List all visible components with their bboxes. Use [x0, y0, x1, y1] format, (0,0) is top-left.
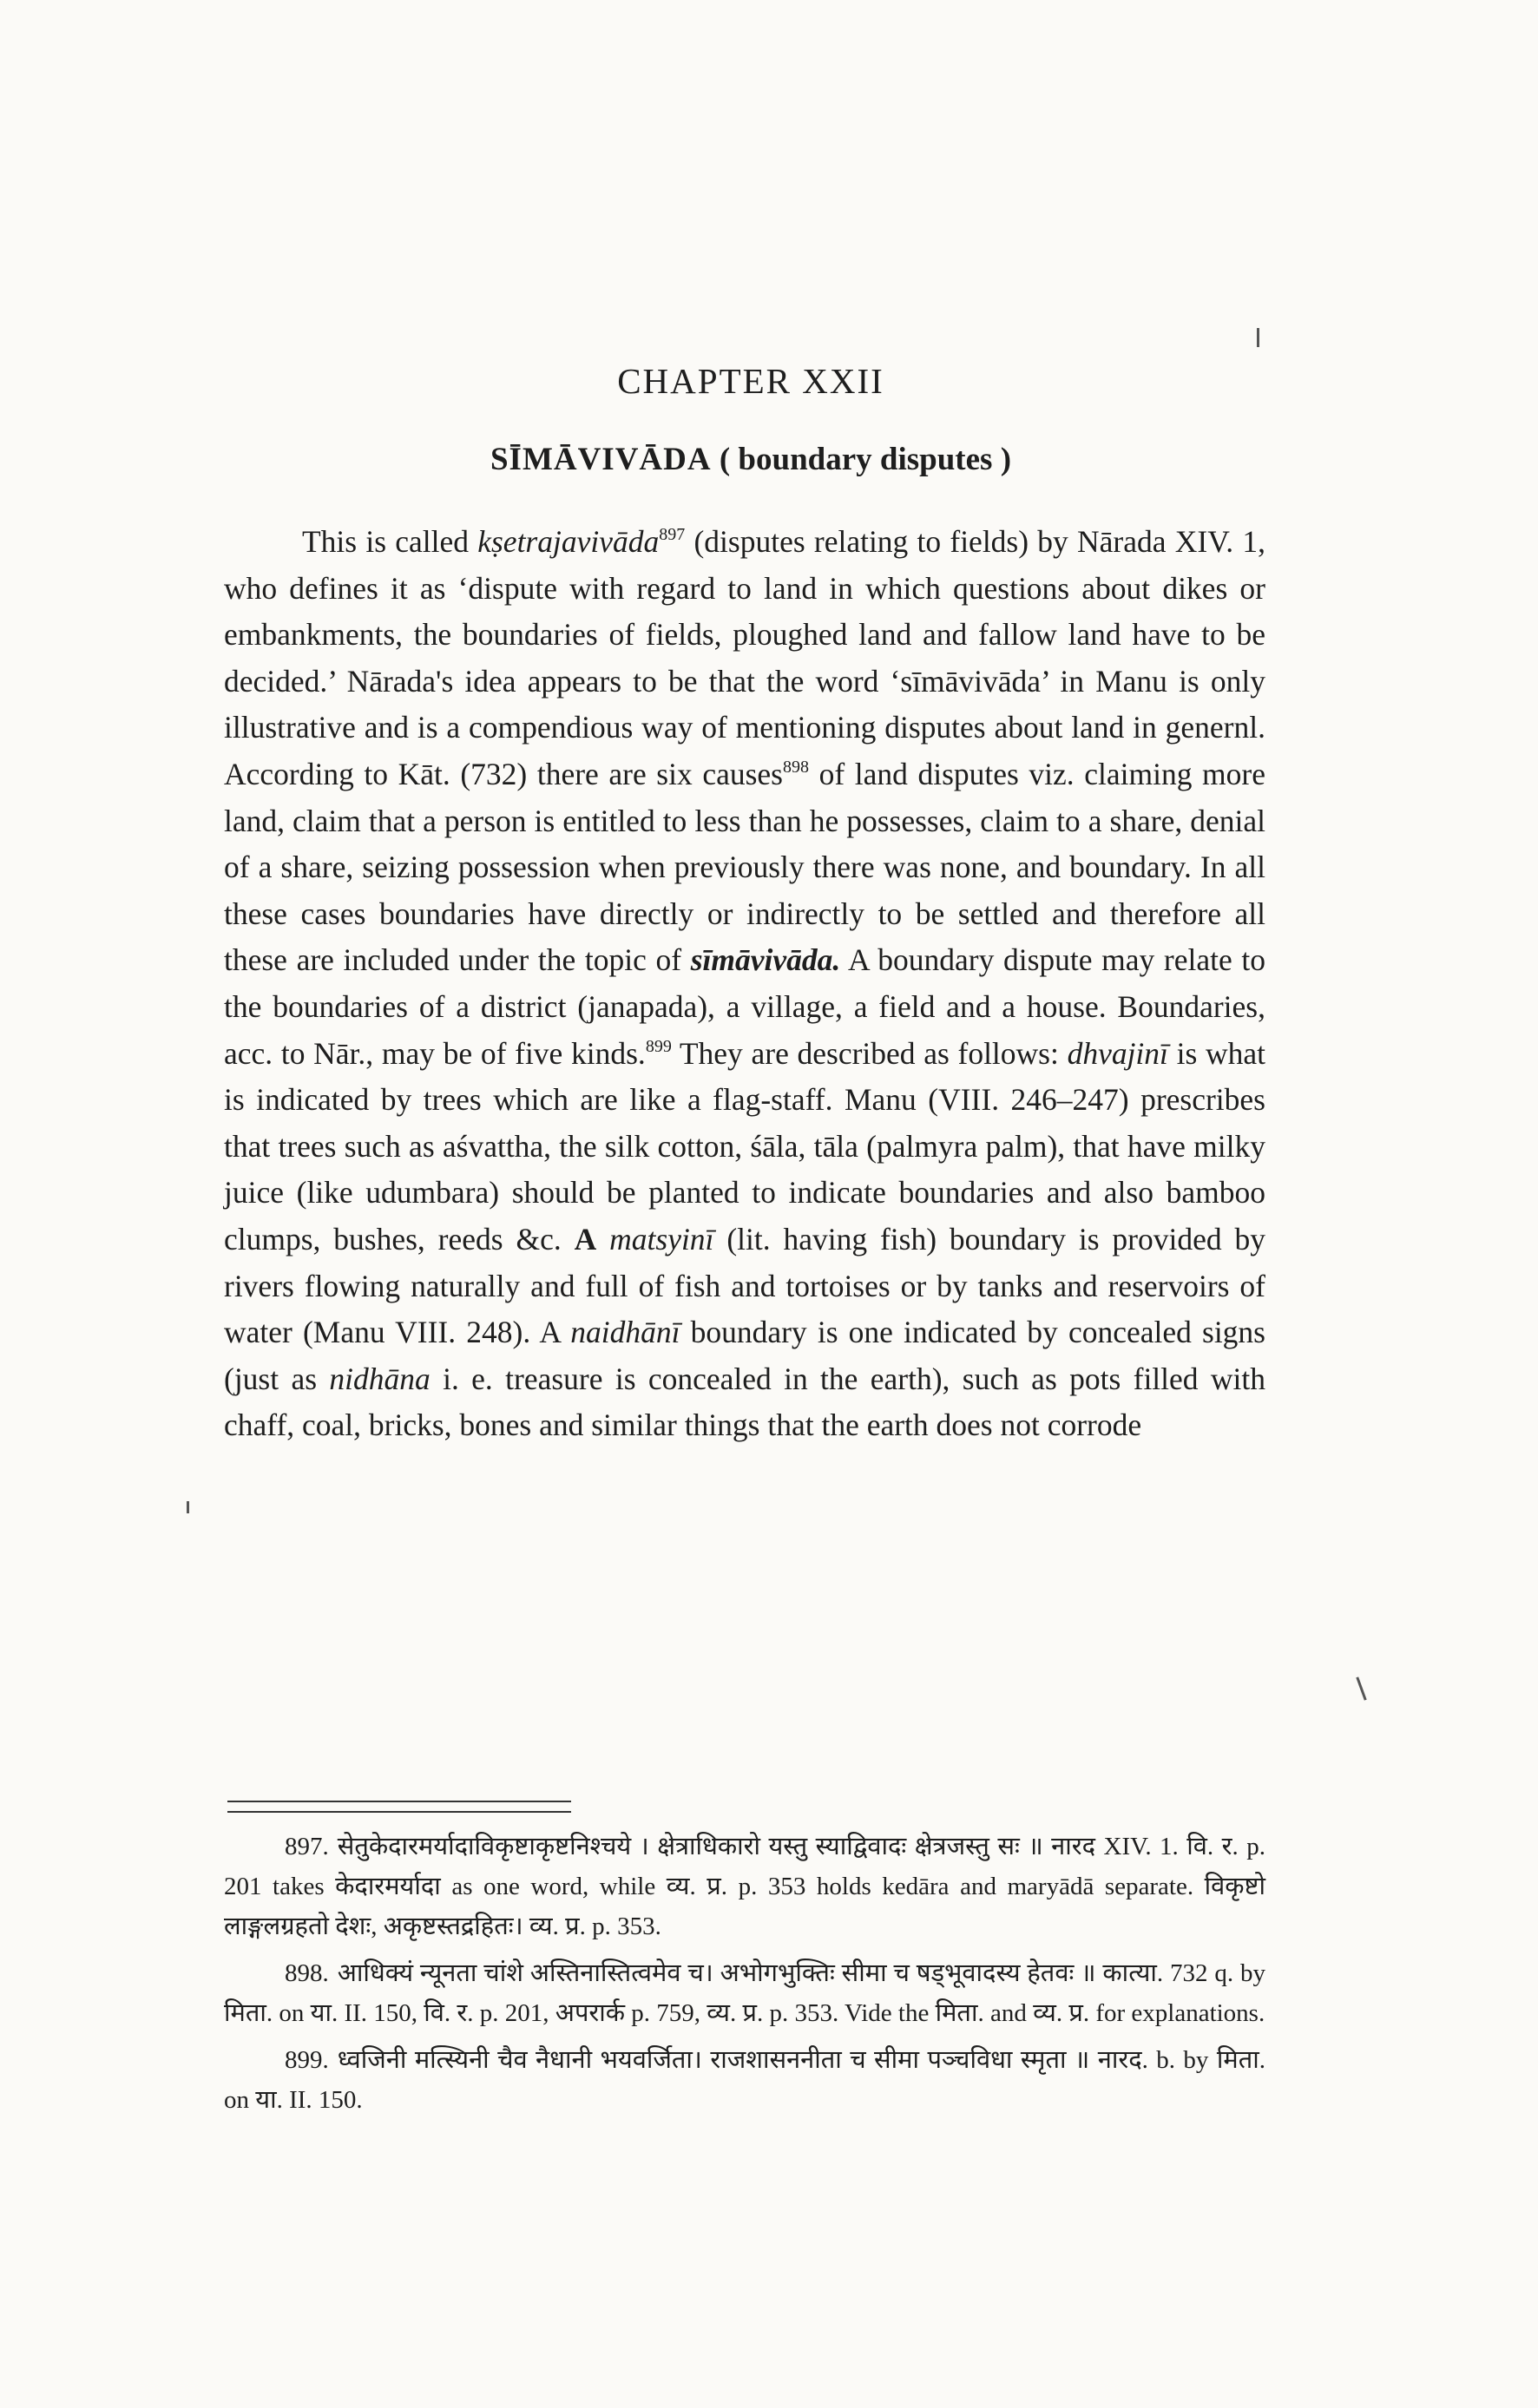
text-run: A boundary dispute may relate to the boundaries of a district (janapada), a village, a field and a house. Boundaries, acc. to Nār., may be of five kinds. — [224, 942, 1265, 1071]
footnote-text: सेतुकेदारमर्यादाविकृष्टाकृष्टनिश्चये । क्षेत्राधिकारो यस्तु स्याद्विवादः क्षेत्रजस्तु सः ॥ नारद XIV. 1. वि. र. p. 201 takes केदारमर्यादा as one word, while व्य. प्र. p. 353 holds kedāra and maryādā separate. विकृष्टो लाङ्गलग्रहतो देशः, अकृष्टस्तद्रहितः। व्य. प्र. p. 353. — [224, 1833, 1265, 1940]
italic-term: sīmāvivāda. — [690, 942, 841, 978]
chapter-subtitle — [0, 441, 1502, 478]
chapter-heading: CHAPTER XXII — [617, 361, 884, 401]
italic-term: dhvajinī — [1067, 1035, 1168, 1071]
footnote-ref: 898 — [782, 757, 809, 777]
footnote-number: 899. — [285, 2046, 329, 2074]
scan-speck — [1257, 328, 1259, 347]
text-run: boundary is one indicated by concealed signs (just as — [224, 1315, 1265, 1396]
footnote-number: 898. — [285, 1959, 329, 1987]
footnote-number: 897. — [285, 1833, 329, 1860]
footnote — [224, 2040, 1265, 2120]
footnote-text: ध्वजिनी मत्स्यिनी चैव नैधानी भयवर्जिता। राजशासननीता च सीमा पञ्चविधा स्मृता ॥ नारद. b. by मिता. on या. II. 150. — [224, 2046, 1265, 2114]
footnotes — [224, 1827, 1265, 2127]
footnote — [224, 1953, 1265, 2033]
italic-term: nidhāna — [329, 1361, 431, 1396]
text-run: is what is indicated by trees which are like a flag-staff. Manu (VIII. 246–247) prescribes that trees such as aśvattha, the silk cotton, śāla, tāla (palmyra palm), that have milky juice (like udumbara) should be planted to indicate boundaries and also bamboo clumps, bushes, reeds &c. — [224, 1035, 1265, 1256]
footnote-divider — [227, 1801, 571, 1813]
text-run: (disputes relating to fields) by Nārada XIV. 1, who defines it as ‘dispute with regard to land in which questions about dikes or embankments, the boundaries of fields, ploughed land and fallow land have to be decided.’ Nārada's idea appears to be that the word ‘sīmāvivāda’ in Manu is only illustrative and is a compendious way of mentioning disputes about land in genernl. According to Kāt. (732) there are six causes — [224, 524, 1265, 791]
text-run: This is called — [302, 524, 478, 559]
scan-speck — [1356, 1676, 1366, 1700]
paragraph — [224, 519, 1265, 1449]
subtitle-term: SĪMĀVIVĀDA — [490, 442, 712, 477]
text-run: (lit. having fish) boundary is provided by rivers flowing naturally and full of fish and tortoises or by tanks and reservoirs of water (Manu VIII. 248). A — [224, 1221, 1265, 1350]
main-text — [224, 519, 1265, 1449]
italic-term: naidhānī — [570, 1315, 680, 1350]
text-run: They are described as follows: — [671, 1035, 1068, 1071]
footnote — [224, 1827, 1265, 1946]
footnote-ref: 897 — [659, 525, 686, 544]
italic-term: matsyinī — [609, 1221, 714, 1256]
bold-article: A — [574, 1221, 597, 1256]
text-run: i. e. treasure is concealed in the earth), such as pots filled with chaff, coal, bricks, bones and similar things that the earth does not corrode — [224, 1361, 1265, 1443]
subtitle-gloss: ( boundary disputes ) — [719, 442, 1012, 477]
italic-term: kṣetrajavivāda — [477, 524, 660, 559]
text-run: of land disputes viz. claiming more land, claim that a person is entitled to less than he possesses, claim to a share, denial of a share, seizing possession when previously there was none, and boundary. In all these cases boundaries have directly or indirectly to be settled and therefore all these are included under the topic of — [224, 756, 1265, 978]
scan-speck — [187, 1501, 189, 1513]
footnote-text: आधिक्यं न्यूनता चांशे अस्तिनास्तित्वमेव च। अभोगभुक्तिः सीमा च षड्भूवादस्य हेतवः ॥ कात्या. 732 q. by मिता. on या. II. 150, वि. र. p. 201, अपरार्क p. 759, व्य. प्र. p. 353. Vide the मिता. and व्य. प्र. for explanations. — [224, 1959, 1265, 2027]
footnote-ref: 899 — [645, 1036, 672, 1056]
